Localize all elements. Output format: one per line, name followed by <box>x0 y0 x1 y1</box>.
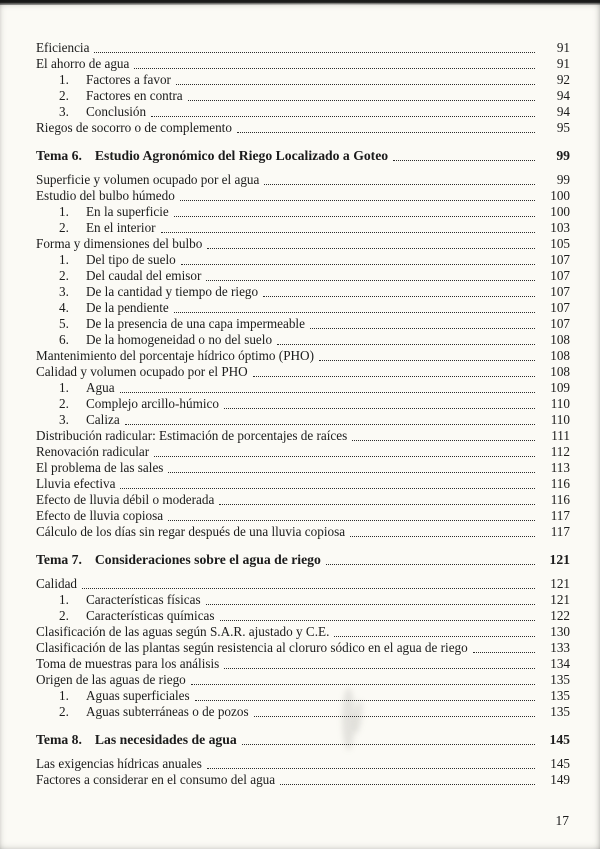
leader-dots <box>134 68 535 69</box>
entry-page-number: 121 <box>550 576 570 591</box>
entry-title: Riegos de socorro o de complemento <box>36 120 232 135</box>
entry-page-number: 117 <box>550 524 570 539</box>
entry-page-number: 116 <box>550 476 570 491</box>
leader-dots <box>161 232 535 233</box>
toc-entry <box>36 172 570 188</box>
toc-entry <box>36 428 570 444</box>
entry-title: Factores a considerar en el consumo del agua <box>36 772 276 787</box>
entry-title: Distribución radicular: Estimación de porcentajes de raíces <box>36 428 348 443</box>
leader-dots <box>263 296 535 297</box>
toc-entry <box>36 552 570 568</box>
entry-title: Eficiencia <box>36 40 90 55</box>
entry-page-number: 130 <box>550 624 570 639</box>
entry-page-number: 112 <box>550 444 570 459</box>
toc-entry <box>36 396 570 412</box>
leader-dots <box>168 520 535 521</box>
entry-title: En el interior <box>86 220 156 235</box>
leader-dots <box>188 100 535 101</box>
leader-dots <box>82 588 535 589</box>
entry-title: Efecto de lluvia débil o moderada <box>36 492 215 507</box>
leader-dots <box>94 52 535 53</box>
page-number: 17 <box>555 813 569 828</box>
leader-dots <box>120 392 535 393</box>
toc-entry <box>36 476 570 492</box>
entry-page-number: 107 <box>550 284 570 299</box>
toc-entry <box>36 672 570 688</box>
leader-dots <box>393 160 535 161</box>
entry-number: 3. <box>59 104 69 119</box>
entry-page-number: 117 <box>550 508 570 523</box>
leader-dots <box>206 604 535 605</box>
toc-entry <box>36 772 570 788</box>
scan-edge-artifact <box>0 0 600 5</box>
leader-dots <box>352 440 535 441</box>
leader-dots <box>206 280 535 281</box>
toc-entry <box>36 268 570 284</box>
toc-entry <box>36 104 570 120</box>
toc-entry <box>36 576 570 592</box>
leader-dots <box>120 488 535 489</box>
leader-dots <box>224 668 535 669</box>
entry-number: 2. <box>59 396 69 411</box>
entry-title: Las necesidades de agua <box>94 732 237 747</box>
entry-page-number: 94 <box>556 88 570 103</box>
toc-entry <box>36 688 570 704</box>
entry-title: De la cantidad y tiempo de riego <box>86 284 259 299</box>
entry-page-number: 145 <box>549 732 570 747</box>
entry-title: Aguas subterráneas o de pozos <box>86 704 249 719</box>
entry-page-number: 109 <box>550 380 570 395</box>
entry-page-number: 91 <box>556 40 570 55</box>
entry-page-number: 135 <box>550 704 570 719</box>
entry-title: Superficie y volumen ocupado por el agua <box>36 172 260 187</box>
entry-title: Caliza <box>86 412 120 427</box>
entry-number: 1. <box>59 204 69 219</box>
entry-page-number: 121 <box>549 552 570 567</box>
entry-title: Aguas superficiales <box>86 688 190 703</box>
entry-page-number: 99 <box>556 148 570 163</box>
leader-dots <box>242 744 535 745</box>
entry-title: Complejo arcillo-húmico <box>86 396 219 411</box>
entry-page-number: 135 <box>550 672 570 687</box>
toc-entry <box>36 120 570 136</box>
entry-number: 6. <box>59 332 69 347</box>
entry-title: Renovación radicular <box>36 444 150 459</box>
toc-entry <box>36 460 570 476</box>
entry-title: Mantenimiento del porcentaje hídrico óptimo (PHO) <box>36 348 314 363</box>
entry-number: 2. <box>59 704 69 719</box>
entry-page-number: 116 <box>550 492 570 507</box>
leader-dots <box>350 536 535 537</box>
toc-entry <box>36 348 570 364</box>
entry-number: 2. <box>59 608 69 623</box>
entry-title: Origen de las aguas de riego <box>36 672 186 687</box>
leader-dots <box>174 312 535 313</box>
entry-title: Cálculo de los días sin regar después de una lluvia copiosa <box>36 524 346 539</box>
leader-dots <box>277 344 535 345</box>
leader-dots <box>174 216 535 217</box>
entry-title: Calidad y volumen ocupado por el PHO <box>36 364 248 379</box>
entry-title: De la homogeneidad o no del suelo <box>86 332 273 347</box>
leader-dots <box>191 684 535 685</box>
entry-number: Tema 7. <box>36 552 82 567</box>
toc-entry <box>36 56 570 72</box>
toc-entry <box>36 332 570 348</box>
entry-number: 1. <box>59 688 69 703</box>
toc-entry <box>36 40 570 56</box>
toc-entry <box>36 592 570 608</box>
toc-entry <box>36 148 570 164</box>
toc-entry <box>36 204 570 220</box>
entry-page-number: 111 <box>551 428 570 443</box>
leader-dots <box>310 328 535 329</box>
entry-title: Toma de muestras para los análisis <box>36 656 220 671</box>
leader-dots <box>207 248 535 249</box>
leader-dots <box>168 472 535 473</box>
entry-title: Factores en contra <box>86 88 183 103</box>
toc-entry <box>36 364 570 380</box>
entry-title: Forma y dimensiones del bulbo <box>36 236 203 251</box>
toc-entry <box>36 640 570 656</box>
toc-entry <box>36 704 570 720</box>
entry-page-number: 122 <box>550 608 570 623</box>
entry-page-number: 105 <box>550 236 570 251</box>
leader-dots <box>254 716 535 717</box>
entry-title: Efecto de lluvia copiosa <box>36 508 164 523</box>
entry-title: Lluvia efectiva <box>36 476 116 491</box>
leader-dots <box>264 184 535 185</box>
entry-page-number: 107 <box>550 252 570 267</box>
table-of-contents <box>36 40 570 788</box>
entry-title: Características químicas <box>86 608 215 623</box>
entry-page-number: 107 <box>550 268 570 283</box>
entry-page-number: 108 <box>550 332 570 347</box>
entry-number: 2. <box>59 88 69 103</box>
entry-page-number: 110 <box>550 396 570 411</box>
toc-entry <box>36 252 570 268</box>
entry-number: 2. <box>59 220 69 235</box>
entry-page-number: 113 <box>550 460 570 475</box>
toc-entry <box>36 444 570 460</box>
toc-entry <box>36 236 570 252</box>
leader-dots <box>473 652 535 653</box>
entry-title: Las exigencias hídricas anuales <box>36 756 202 771</box>
entry-page-number: 99 <box>556 172 570 187</box>
entry-number: 1. <box>59 72 69 87</box>
entry-title: Conclusión <box>86 104 147 119</box>
entry-page-number: 107 <box>550 300 570 315</box>
toc-entry <box>36 624 570 640</box>
leader-dots <box>220 620 535 621</box>
leader-dots <box>224 408 535 409</box>
entry-title: Estudio Agronómico del Riego Localizado a Goteo <box>94 148 389 163</box>
entry-page-number: 103 <box>550 220 570 235</box>
entry-page-number: 91 <box>556 56 570 71</box>
entry-page-number: 95 <box>556 120 570 135</box>
leader-dots <box>176 84 535 85</box>
entry-page-number: 100 <box>550 204 570 219</box>
entry-number: 3. <box>59 284 69 299</box>
toc-entry <box>36 316 570 332</box>
toc-entry <box>36 732 570 748</box>
entry-title: De la pendiente <box>86 300 169 315</box>
entry-page-number: 94 <box>556 104 570 119</box>
entry-page-number: 108 <box>550 364 570 379</box>
toc-entry <box>36 492 570 508</box>
entry-page-number: 133 <box>550 640 570 655</box>
entry-title: Agua <box>86 380 115 395</box>
entry-title: Estudio del bulbo húmedo <box>36 188 175 203</box>
entry-title: Del caudal del emisor <box>86 268 202 283</box>
entry-title: Consideraciones sobre el agua de riego <box>94 552 321 567</box>
entry-page-number: 107 <box>550 316 570 331</box>
entry-title: Características físicas <box>86 592 201 607</box>
entry-title: De la presencia de una capa impermeable <box>86 316 305 331</box>
entry-page-number: 92 <box>556 72 570 87</box>
leader-dots <box>180 200 535 201</box>
toc-entry <box>36 300 570 316</box>
entry-number: 2. <box>59 268 69 283</box>
entry-page-number: 121 <box>550 592 570 607</box>
entry-title: Calidad <box>36 576 78 591</box>
entry-page-number: 145 <box>550 756 570 771</box>
entry-page-number: 135 <box>550 688 570 703</box>
toc-entry <box>36 188 570 204</box>
leader-dots <box>125 424 535 425</box>
leader-dots <box>219 504 535 505</box>
leader-dots <box>237 132 535 133</box>
entry-number: 1. <box>59 380 69 395</box>
toc-entry <box>36 284 570 300</box>
toc-entry <box>36 608 570 624</box>
entry-title: Clasificación de las aguas según S.A.R. ajustado y C.E. <box>36 624 330 639</box>
toc-entry <box>36 412 570 428</box>
leader-dots <box>154 456 535 457</box>
toc-entry <box>36 656 570 672</box>
entry-title: En la superficie <box>86 204 169 219</box>
entry-number: Tema 6. <box>36 148 82 163</box>
leader-dots <box>280 784 535 785</box>
entry-number: 4. <box>59 300 69 315</box>
leader-dots <box>207 768 535 769</box>
entry-title: El ahorro de agua <box>36 56 130 71</box>
leader-dots <box>334 636 535 637</box>
toc-entry <box>36 524 570 540</box>
entry-title: Factores a favor <box>86 72 171 87</box>
entry-title: El problema de las sales <box>36 460 164 475</box>
entry-title: Clasificación de las plantas según resistencia al cloruro sódico en el agua de riego <box>36 640 468 655</box>
leader-dots <box>319 360 535 361</box>
entry-page-number: 100 <box>550 188 570 203</box>
entry-number: 5. <box>59 316 69 331</box>
toc-entry <box>36 72 570 88</box>
entry-number: 1. <box>59 252 69 267</box>
entry-page-number: 134 <box>550 656 570 671</box>
entry-page-number: 149 <box>550 772 570 787</box>
entry-page-number: 108 <box>550 348 570 363</box>
leader-dots <box>326 564 535 565</box>
toc-entry <box>36 88 570 104</box>
toc-entry <box>36 756 570 772</box>
leader-dots <box>253 376 535 377</box>
entry-page-number: 110 <box>550 412 570 427</box>
entry-number: 1. <box>59 592 69 607</box>
entry-number: 3. <box>59 412 69 427</box>
leader-dots <box>181 264 535 265</box>
leader-dots <box>195 700 535 701</box>
toc-entry <box>36 508 570 524</box>
toc-entry <box>36 380 570 396</box>
entry-number: Tema 8. <box>36 732 82 747</box>
leader-dots <box>151 116 535 117</box>
toc-entry <box>36 220 570 236</box>
entry-title: Del tipo de suelo <box>86 252 176 267</box>
